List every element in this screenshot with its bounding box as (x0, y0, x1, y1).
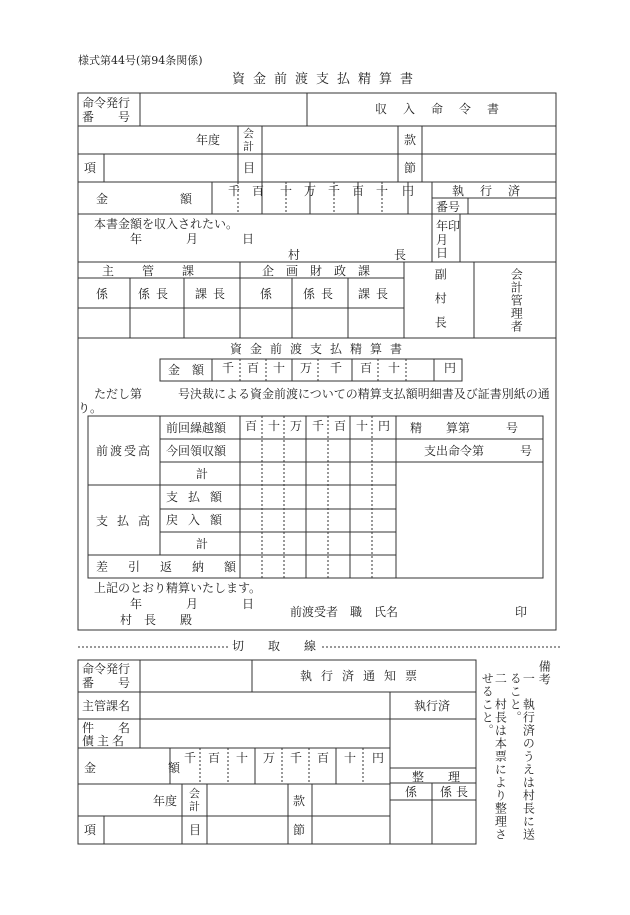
account-label-2: 計 (243, 140, 254, 153)
role: 課長 (358, 287, 395, 301)
digit: 千 (222, 361, 235, 375)
settle-statement: 上記のとおり精算いたします。 (94, 581, 262, 595)
settle-date: 年 月 日 (130, 597, 271, 611)
order-no-label-2: 番 号 (82, 110, 131, 124)
role: 係長 (138, 287, 175, 301)
digit: 百 (352, 184, 365, 198)
role: 係 (96, 287, 109, 301)
vice-mayor: 副村長 (433, 268, 448, 340)
digit: 万 (300, 361, 313, 375)
seal-day: 日 (436, 246, 449, 260)
execution-notice-lines (78, 660, 476, 844)
role: 係 (260, 287, 273, 301)
accounting-manager: 会計管理者 (509, 268, 524, 333)
digit: 円 (372, 751, 385, 765)
request-date: 年 月 日 (130, 232, 271, 246)
dept-plan: 企画財政課 (262, 264, 383, 278)
settlement-amount-label: 金 額 (168, 363, 205, 377)
order-no-label: 命令発行 (82, 96, 131, 110)
receipt-order-lines (78, 93, 556, 338)
refund-amount-label: 戻入額 (166, 513, 233, 527)
chief-label: 係長 (440, 785, 473, 799)
clerk-label: 係 (405, 785, 418, 799)
role: 係長 (303, 287, 340, 301)
digit: 十 (388, 361, 401, 375)
cut-line-label: 切 取 線 (228, 640, 320, 652)
notice-order-no-label-2: 番 号 (82, 676, 131, 690)
seal-label: 年印 (436, 219, 461, 233)
digit: 千 (330, 361, 343, 375)
page-title: 資金前渡支払精算書 (232, 72, 422, 87)
digit: 十 (280, 184, 293, 198)
digit: 円 (378, 419, 391, 433)
seal-month: 月 (436, 233, 449, 247)
digit: 百 (317, 751, 330, 765)
this-received-label: 今回領収額 (166, 444, 227, 458)
digit: 百 (208, 751, 221, 765)
year-label: 年度 (196, 133, 221, 147)
notice-amount-label: 金 額 (84, 761, 197, 775)
payment-received-label: 支払高 (96, 514, 160, 528)
digit: 十 (376, 184, 389, 198)
digit: 十 (268, 419, 281, 433)
remarks-title: 備考 (537, 660, 552, 686)
notice-account-label-2: 計 (189, 800, 200, 813)
digit: 円 (444, 361, 457, 375)
digit: 万 (290, 419, 303, 433)
digit: 十 (344, 751, 357, 765)
number-label: 番号 (436, 200, 461, 214)
kan-label: 款 (404, 133, 417, 147)
payment-amount-label: 支払額 (166, 490, 233, 504)
digit: 万 (304, 184, 317, 198)
settlement-no: 精 算第 号 (410, 421, 519, 435)
balance-return-label: 差引返納額 (96, 560, 257, 574)
execution-done-label: 執行済 (452, 184, 537, 198)
notice-year-label: 年度 (153, 794, 178, 808)
digit: 百 (334, 419, 347, 433)
remark-2: 二 村長は本票により整理させること。 (480, 672, 508, 841)
digit: 百 (360, 361, 373, 375)
notice-exec-done: 執行済 (414, 699, 451, 713)
prev-carryover-label: 前回繰越額 (166, 421, 227, 435)
notice-account-label: 会 (189, 787, 200, 800)
proviso-text: ただし第 号決裁による資金前渡についての精算支払額明細書及び証書別紙の通 (94, 387, 550, 401)
proviso-text-2: り。 (78, 401, 103, 415)
role: 課長 (195, 287, 232, 301)
digit: 千 (312, 419, 325, 433)
subject-label: 件 名 (82, 721, 131, 735)
digit: 十 (236, 751, 249, 765)
subtotal-label-2: 計 (196, 537, 209, 551)
notice-kan-label: 款 (293, 794, 306, 808)
arrangement-label: 整 理 (412, 770, 467, 784)
digit: 千 (184, 751, 197, 765)
account-label: 会 (243, 127, 254, 140)
notice-setsu-label: 節 (293, 823, 306, 837)
digit: 万 (263, 751, 276, 765)
request-text: 本書金額を収入されたい。 (94, 217, 239, 231)
addressee: 村 長 殿 (120, 613, 193, 627)
seal-mark: 印 (515, 605, 528, 619)
digit: 千 (228, 184, 241, 198)
dept-main: 主管課 (102, 264, 223, 278)
digit: 百 (245, 419, 258, 433)
digit: 百 (247, 361, 260, 375)
form-number: 様式第44号(第94条関係) (78, 54, 203, 67)
digit: 十 (356, 419, 369, 433)
advance-received-label: 前渡受高 (96, 444, 153, 458)
notice-title: 執行済通知票 (300, 669, 427, 683)
digit: 千 (328, 184, 341, 198)
digit: 千 (290, 751, 303, 765)
settlement-title: 資金前渡支払精算書 (230, 342, 411, 356)
setsu-label: 節 (404, 161, 417, 175)
mayor-label: 長 (394, 248, 407, 262)
digit: 百 (252, 184, 265, 198)
notice-kou-label: 項 (84, 823, 97, 837)
advance-recipient: 前渡受者 職 氏名 (290, 605, 399, 619)
kou-label: 項 (84, 161, 97, 175)
notice-moku-label: 目 (189, 823, 202, 837)
digit: 円 (402, 184, 415, 198)
notice-order-no-label: 命令発行 (82, 662, 131, 676)
moku-label: 目 (243, 161, 256, 175)
payment-order-no: 支出命令第 号 (424, 444, 533, 458)
creditor-label: 債主名 (82, 734, 128, 748)
village-label: 村 (288, 248, 301, 262)
dept-in-charge-label: 主管課名 (82, 699, 131, 713)
digit: 十 (273, 361, 286, 375)
amount-label: 金 額 (96, 192, 209, 206)
subtotal-label: 計 (196, 467, 209, 481)
remark-1: 一 執行済のうえは村長に送ること。 (508, 672, 536, 841)
receipt-order-title: 収入命令書 (375, 102, 516, 116)
